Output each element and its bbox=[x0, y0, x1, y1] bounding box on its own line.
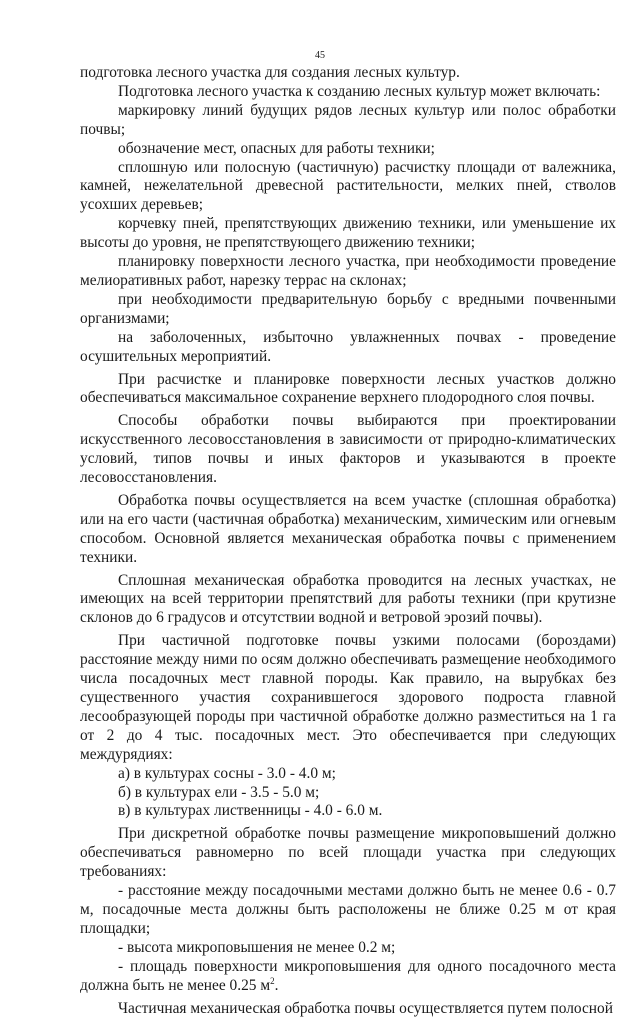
paragraph bbox=[80, 632, 616, 764]
paragraph bbox=[80, 102, 616, 140]
paragraph bbox=[80, 939, 616, 958]
paragraph-text: Обработка почвы осуществляется на всем участке (сплошная обработка) или на его части (частичная обработка) механическим, химическим или огневым способом. Основной является механическая обработка почвы с применением техники. bbox=[80, 492, 616, 566]
paragraph-text: Способы обработки почвы выбираются при проектировании искусственного лесовосстановления в зависимости от природно-климатических условий, типов почвы и иных факторов и указываются в проекте лесовосстановления. bbox=[80, 412, 616, 486]
paragraph-text: - площадь поверхности микроповышения для одного посадочного места должна быть не менее 0.25 м bbox=[80, 958, 616, 994]
paragraph-text: планировку поверхности лесного участка, при необходимости проведение мелиоративных работ, нарезку террас на склонах; bbox=[80, 253, 616, 289]
paragraph bbox=[80, 958, 616, 996]
paragraph bbox=[80, 882, 616, 939]
paragraph-text: сплошную или полосную (частичную) расчистку площади от валежника, камней, нежелательной древесной растительности, мелких пней, стволов усохших деревьев; bbox=[80, 159, 616, 214]
paragraph-text: б) в культурах ели - 3.5 - 5.0 м; bbox=[118, 784, 319, 801]
paragraph bbox=[80, 572, 616, 629]
paragraph-text: при необходимости предварительную борьбу с вредными почвенными организмами; bbox=[80, 291, 616, 327]
paragraph-tail: . bbox=[275, 977, 279, 994]
paragraph bbox=[80, 1000, 616, 1018]
paragraph bbox=[80, 215, 616, 253]
paragraph-text: Подготовка лесного участка к созданию лесных культур может включать: bbox=[118, 83, 600, 100]
document-body bbox=[80, 64, 616, 1018]
paragraph-text: маркировку линий будущих рядов лесных культур или полос обработки почвы; bbox=[80, 102, 616, 138]
paragraph-text: Сплошная механическая обработка проводится на лесных участках, не имеющих на всей территории препятствий для работы техники (при крутизне склонов до 6 градусов и отсутствии водной и ветровой эрозий почвы). bbox=[80, 572, 616, 627]
paragraph bbox=[80, 825, 616, 882]
paragraph-text: При дискретной обработке почвы размещение микроповышений должно обеспечиваться равномерно по всей площади участка при следующих требованиях: bbox=[80, 825, 616, 880]
paragraph-text: корчевку пней, препятствующих движению техники, или уменьшение их высоты до уровня, не препятствующего движению техники; bbox=[80, 215, 616, 251]
paragraph bbox=[80, 329, 616, 367]
paragraph-text: - высота микроповышения не менее 0.2 м; bbox=[118, 939, 395, 956]
paragraph-text: При частичной подготовке почвы узкими полосами (бороздами) расстояние между ними по осям должно обеспечивать размещение необходимого числа посадочных мест главной породы. Как правило, на вырубках без существенного участия сохранившегося здорового подроста главной лесообразующей породы при частичной обработке должно разместиться на 1 га от 2 до 4 тыс. посадочных мест. Это обеспечивается при следующих междурядиях: bbox=[80, 632, 616, 762]
paragraph bbox=[80, 83, 616, 102]
paragraph bbox=[80, 64, 616, 83]
paragraph-text: а) в культурах сосны - 3.0 - 4.0 м; bbox=[118, 765, 336, 782]
paragraph bbox=[80, 765, 616, 784]
paragraph bbox=[80, 291, 616, 329]
paragraph bbox=[80, 802, 616, 821]
paragraph bbox=[80, 784, 616, 803]
paragraph bbox=[80, 159, 616, 216]
paragraph-text: подготовка лесного участка для создания лесных культур. bbox=[80, 64, 460, 81]
paragraph-text: - расстояние между посадочными местами должно быть не менее 0.6 - 0.7 м, посадочные места должны быть расположены не ближе 0.25 м от края площадки; bbox=[80, 882, 616, 937]
paragraph bbox=[80, 412, 616, 488]
page-number: 45 bbox=[0, 50, 640, 62]
paragraph-text: обозначение мест, опасных для работы техники; bbox=[118, 140, 435, 157]
paragraph bbox=[80, 371, 616, 409]
superscript: 2 bbox=[270, 975, 275, 985]
paragraph-text: в) в культурах лиственницы - 4.0 - 6.0 м. bbox=[118, 802, 382, 819]
paragraph bbox=[80, 253, 616, 291]
paragraph-text: При расчистке и планировке поверхности лесных участков должно обеспечиваться максимальное сохранение верхнего плодородного слоя почвы. bbox=[80, 371, 616, 407]
paragraph bbox=[80, 492, 616, 568]
paragraph-text: Частичная механическая обработка почвы осуществляется путем полосной bbox=[118, 1000, 613, 1017]
paragraph-text: на заболоченных, избыточно увлажненных почвах - проведение осушительных мероприятий. bbox=[80, 329, 616, 365]
paragraph bbox=[80, 140, 616, 159]
